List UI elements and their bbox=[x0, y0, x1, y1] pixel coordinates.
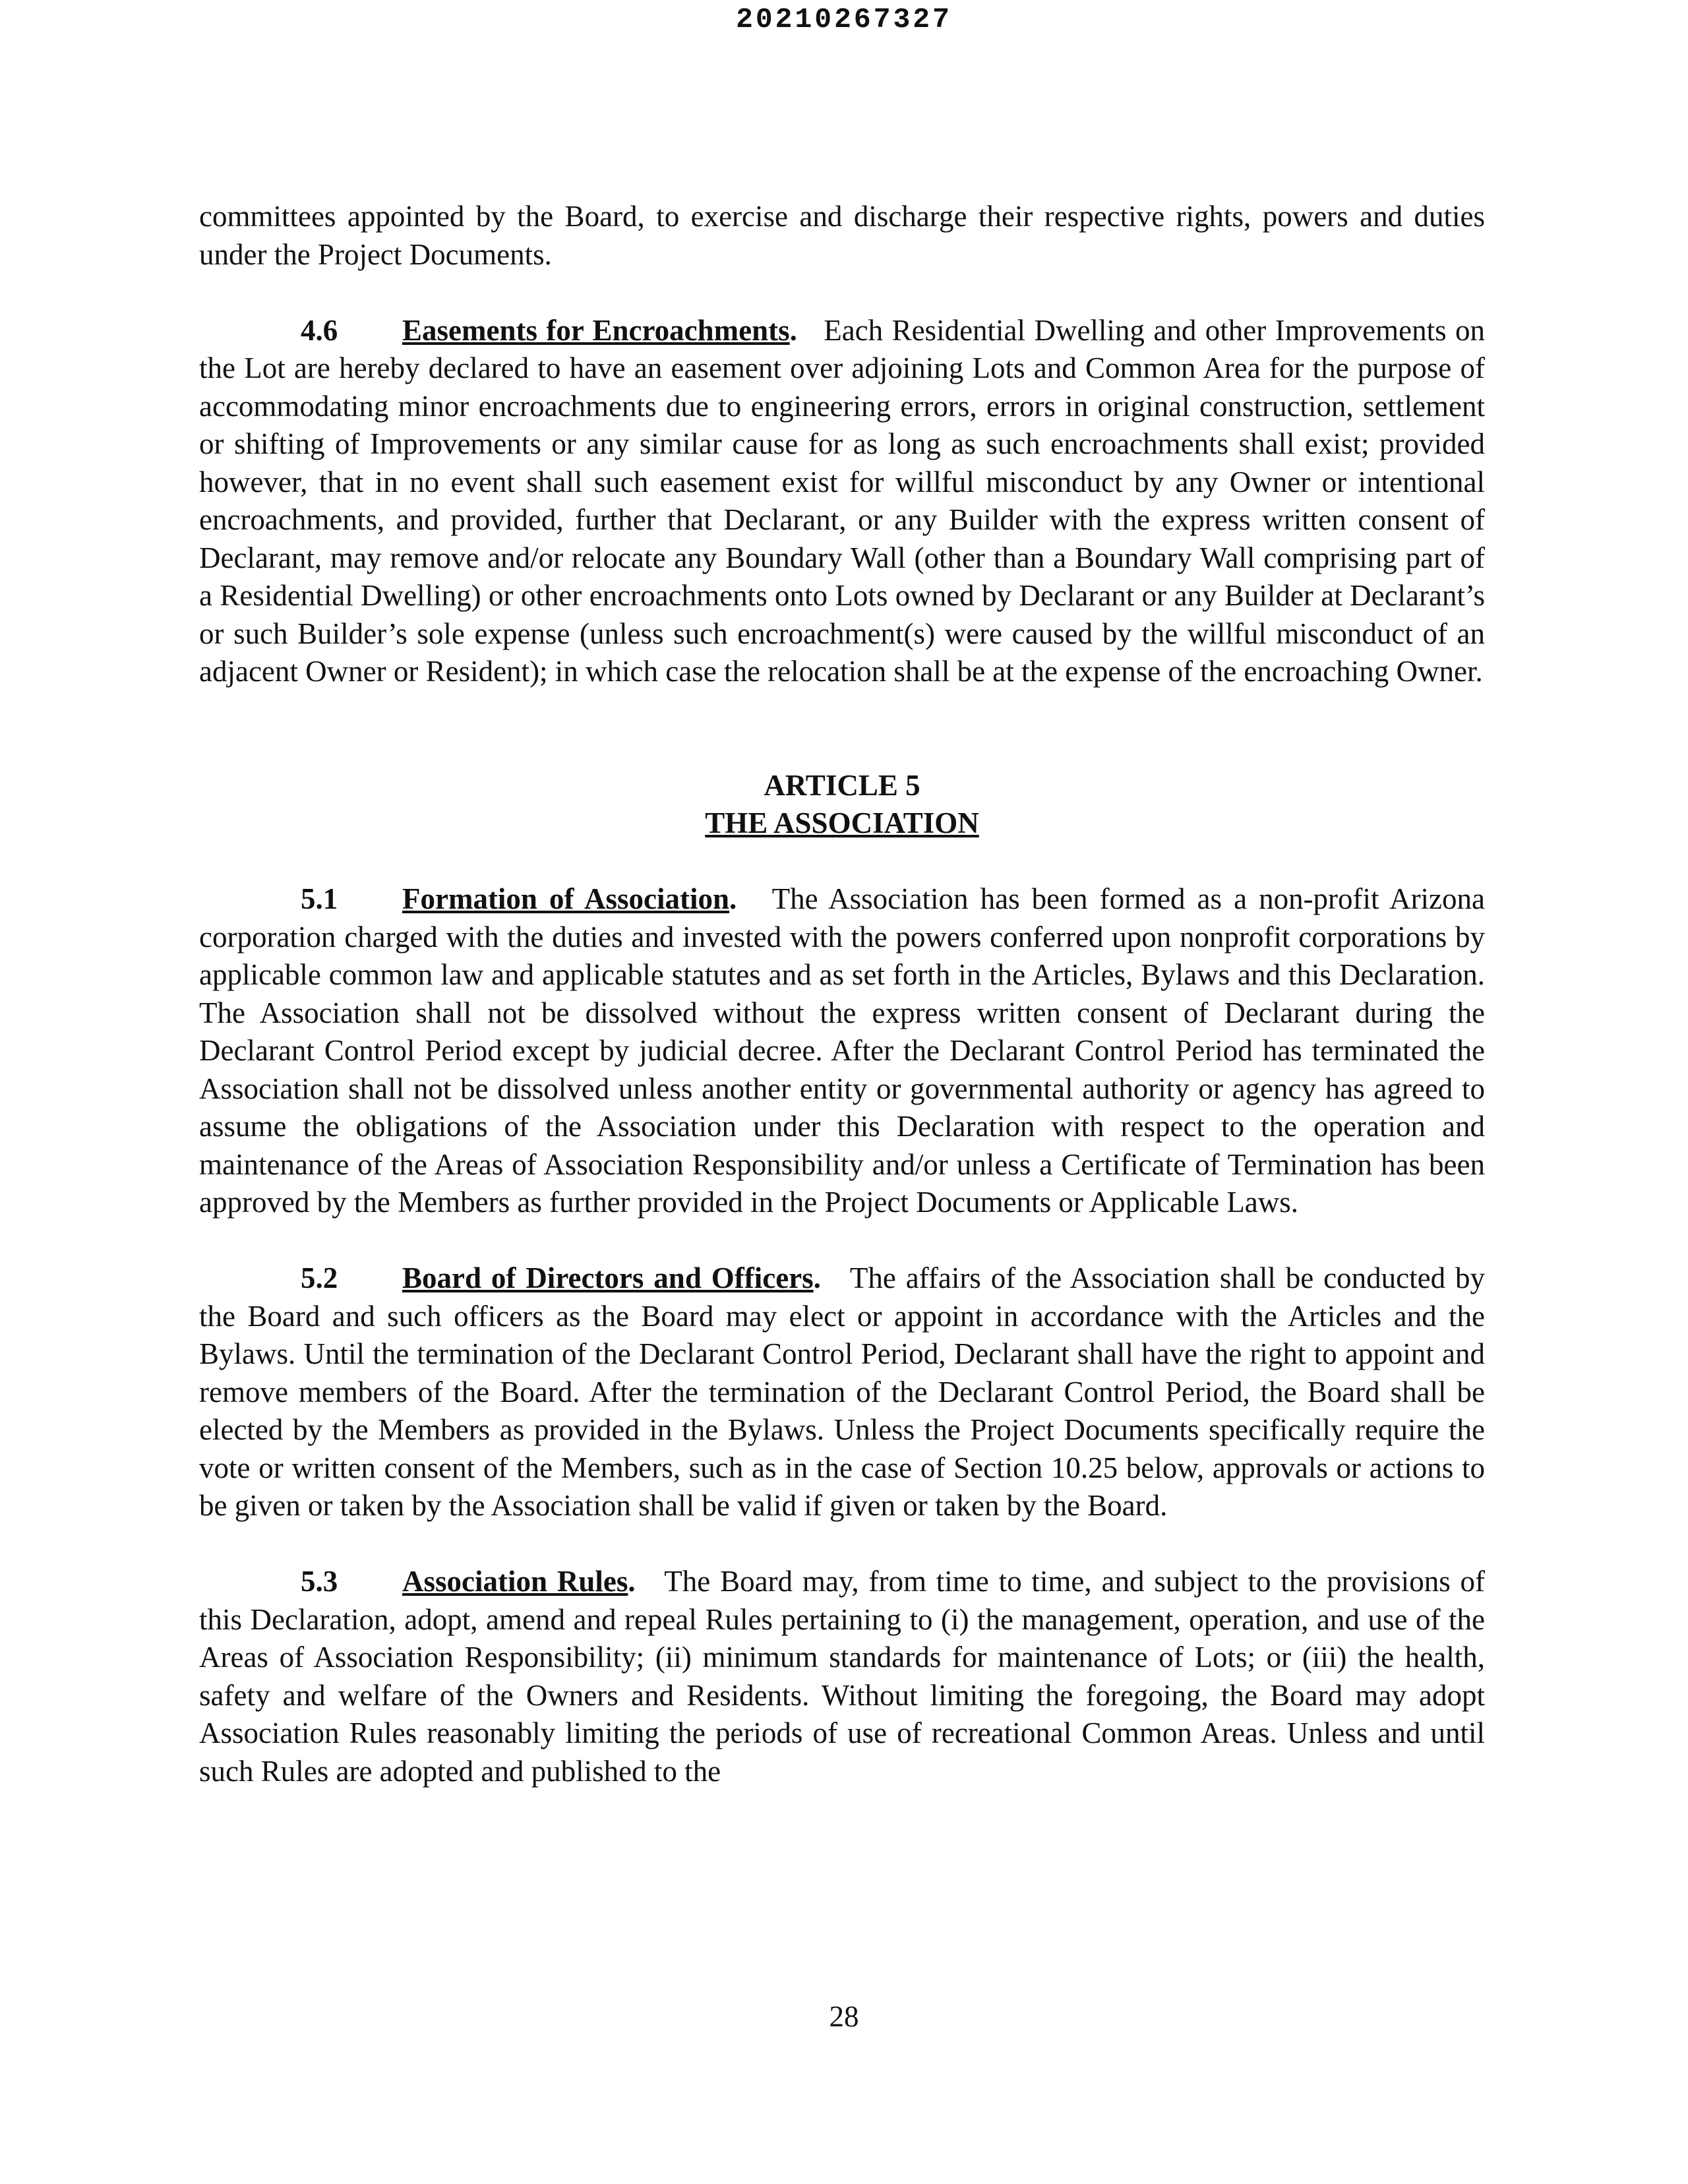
section-5-3-text: The Board may, from time to time, and subject to the provisions of this Declaration, adopt, amend and repeal Rules pertaining to (i) the management, operation, and use of the Areas of Association Responsibility; (ii) minimum standards for maintenance of Lots; or (iii) the health, safety and welfare of the Owners and Residents. Without limiting the foregoing, the Board may adopt Association Rules reasonably limiting the periods of use of recreational Common Areas. Unless and until such Rules are adopted and published to the bbox=[199, 1565, 1486, 1788]
section-5-2-number: 5.2 bbox=[301, 1261, 338, 1294]
section-5-1-title: Formation of Association bbox=[402, 882, 730, 915]
section-5-3-title: Association Rules bbox=[402, 1565, 628, 1598]
continuation-paragraph: committees appointed by the Board, to exercise and discharge their respective rights, powers and duties under the Project Documents. bbox=[199, 200, 1485, 271]
section-5-3-number: 5.3 bbox=[301, 1565, 338, 1598]
section-5-1-text: The Association has been formed as a non-profit Arizona corporation charged with the duties and invested with the powers conferred upon nonprofit corporations by applicable common law and applicable statutes and as set forth in the Articles, Bylaws and this Declaration. The Association shall not be dissolved without the express written consent of Declarant during the Declarant Control Period except by judicial decree. After the Declarant Control Period has terminated the Association shall not be dissolved unless another entity or governmental authority or agency has agreed to assume the obligations of the Association under this Declaration with respect to the operation and maintenance of the Areas of Association Responsibility and/or unless a Certificate of Termination has been approved by the Members as further provided in the Project Documents or Applicable Laws. bbox=[199, 882, 1486, 1219]
section-5-1-title-period: . bbox=[729, 882, 737, 915]
section-5-2-paragraph bbox=[199, 1259, 1485, 1525]
section-5-3-title-period: . bbox=[628, 1565, 636, 1598]
section-5-3-paragraph bbox=[199, 1563, 1485, 1790]
page-number: 28 bbox=[829, 2000, 859, 2033]
section-5-2-text: The affairs of the Association shall be conducted by the Board and such officers as the Board may elect or appoint in accordance with the Articles and the Bylaws. Until the termination of the Declarant Control Period, Declarant shall have the right to appoint and remove members of the Board. After the termination of the Declarant Control Period, the Board shall be elected by the Members as provided in the Bylaws. Unless the Project Documents specifically require the vote or written consent of the Members, such as in the case of Section 10.25 below, approvals or actions to be given or taken by the Association shall be valid if given or taken by the Board. bbox=[199, 1261, 1486, 1522]
section-4-6-paragraph bbox=[199, 312, 1485, 691]
section-4-6-number: 4.6 bbox=[301, 313, 338, 347]
section-4-6-title-period: . bbox=[789, 313, 797, 347]
section-4-6-title: Easements for Encroachments bbox=[402, 313, 790, 347]
section-5-2-title-period: . bbox=[813, 1261, 821, 1294]
document-number: 20210267327 bbox=[736, 3, 952, 36]
article-title: THE ASSOCIATION bbox=[705, 806, 979, 839]
article-heading bbox=[199, 767, 1485, 843]
section-5-1-paragraph bbox=[199, 880, 1485, 1222]
section-5-2-title: Board of Directors and Officers bbox=[402, 1261, 814, 1294]
document-body bbox=[199, 198, 1485, 1790]
section-5-1-number: 5.1 bbox=[301, 882, 338, 915]
article-label: ARTICLE 5 bbox=[764, 768, 920, 802]
section-4-6-text: Each Residential Dwelling and other Improvements on the Lot are hereby declared to have an easement over adjoining Lots and Common Area for the purpose of accommodating minor encroachments due to engineering errors, errors in original construction, settlement or shifting of Improvements or any similar cause for as long as such encroachments shall exist; provided however, that in no event shall such easement exist for willful misconduct by any Owner or intentional encroachments, and provided, further that Declarant, or any Builder with the express written consent of Declarant, may remove and/or relocate any Boundary Wall (other than a Boundary Wall comprising part of a Residential Dwelling) or other encroachments onto Lots owned by Declarant or any Builder at Declarant’s or such Builder’s sole expense (unless such encroachment(s) were caused by the willful misconduct of an adjacent Owner or Resident); in which case the relocation shall be at the expense of the encroaching Owner. bbox=[199, 313, 1486, 688]
